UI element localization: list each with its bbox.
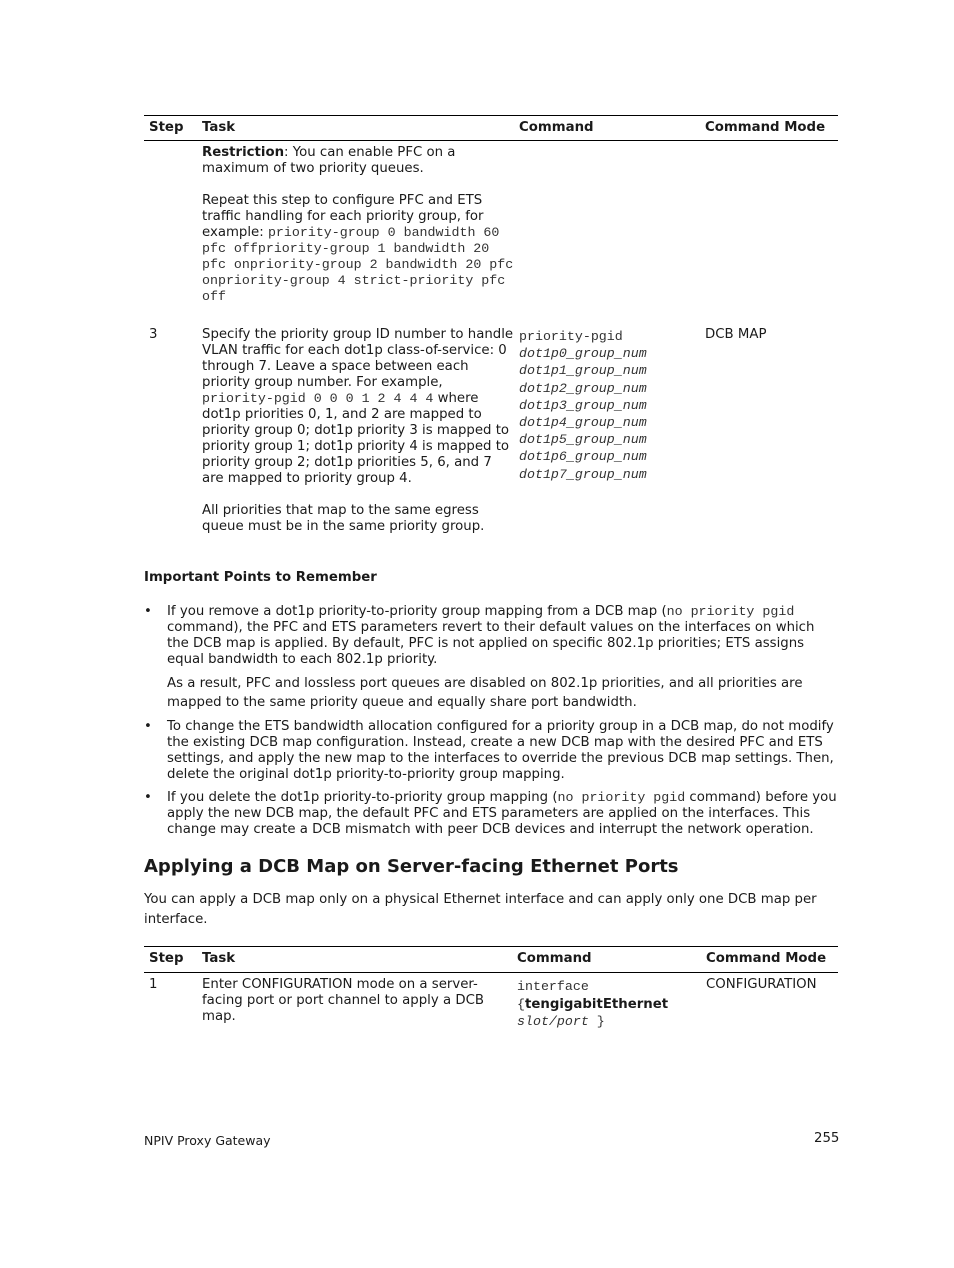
task-cell	[202, 327, 514, 535]
bullet-icon: •	[144, 790, 152, 805]
bullet-text-a: If you delete the dot1p priority-to-priority group mapping (	[167, 790, 558, 805]
command-arg: dot1p1_group_num	[519, 363, 647, 379]
repeat-text: Repeat this step to configure PFC and ETS traffic handling for each priority group, for example:	[202, 193, 484, 240]
bullet-code: no priority pgid	[557, 790, 686, 805]
bullet-code: no priority pgid	[666, 604, 795, 619]
header-command: Command	[519, 120, 594, 135]
list-item	[144, 790, 838, 838]
command-arg: dot1p6_group_num	[519, 449, 647, 465]
important-points-list	[144, 604, 838, 845]
command-arg: slot/port	[517, 1014, 589, 1029]
command-bold: tengigabitEthernet	[524, 996, 669, 1012]
command-keyword: priority-pgid	[519, 329, 623, 344]
command-keyword: interface	[517, 979, 589, 994]
brace-open: {	[517, 996, 525, 1012]
header-step: Step	[149, 120, 184, 135]
step-number: 3	[149, 327, 158, 342]
task-text-b: where dot1p priorities 0, 1, and 2 are mapped to priority group 0; dot1p priority 3 is mapped to priority group 1; dot1p priority 4 is mapped to priority group 2; dot1p priorities 5, 6, and 7 are mapped to priority group 4.	[202, 391, 510, 486]
bullet-icon: •	[144, 604, 152, 619]
command-mode: DCB MAP	[705, 327, 767, 342]
step-number: 1	[149, 977, 158, 992]
bullet-text-b: command), the PFC and ETS parameters revert to their default values on the interfaces on which the DCB map is applied. By default, PFC is not applied on specific 802.1p priorities; ETS assigns equal bandwidth to each 802.1p priority.	[167, 620, 815, 667]
command-arg-line	[517, 1013, 697, 1031]
bullet-text: To change the ETS bandwidth allocation configured for a priority group in a DCB map, do not modify the existing DCB map configuration. Instead, create a new DCB map with the desired PFC and ETS settings, and apply the new map to the interfaces to override the previous DCB map settings. Then, delete the original dot1p priority-to-priority group mapping.	[167, 719, 834, 782]
header-command-mode: Command Mode	[706, 951, 827, 966]
command-arg: dot1p2_group_num	[519, 380, 647, 396]
table-bottom	[144, 946, 838, 1029]
list-item	[144, 719, 838, 783]
restriction-text: : You can enable PFC on a maximum of two priority queues.	[202, 145, 456, 176]
task-description	[202, 327, 514, 487]
task-cell: Enter CONFIGURATION mode on a server-facing port or port channel to apply a DCB map.	[202, 977, 484, 1024]
command-option	[517, 996, 697, 1014]
header-command-mode: Command Mode	[705, 120, 826, 135]
restriction-label: Restriction	[202, 145, 285, 160]
command-arg: dot1p4_group_num	[519, 415, 647, 431]
header-step: Step	[149, 951, 184, 966]
repeat-code-2: priority-group 1 bandwidth 20 pfc on	[202, 241, 490, 272]
section-heading: Applying a DCB Map on Server-facing Ethernet Ports	[144, 856, 679, 877]
header-task: Task	[202, 951, 236, 966]
repeat-code-3: priority-group 2 bandwidth 20 pfc on	[202, 257, 514, 288]
restriction-note	[202, 145, 514, 177]
important-points-heading: Important Points to Remember	[144, 570, 377, 585]
table-header	[144, 946, 838, 973]
task-code: priority-pgid 0 0 0 1 2 4 4 4	[202, 391, 434, 406]
repeat-code-1: priority-group 0 bandwidth 60 pfc off	[202, 225, 500, 256]
page-number: 255	[814, 1131, 840, 1146]
command-arg: dot1p0_group_num	[519, 346, 647, 362]
header-command: Command	[517, 951, 592, 966]
bullet-icon: •	[144, 719, 152, 734]
bullet-text-b: command) before you apply the new DCB map, the default PFC and ETS parameters are applied on the interfaces. This change may create a DCB mismatch with peer DCB devices and interrupt the network operation.	[167, 790, 837, 837]
command-arg: dot1p7_group_num	[519, 466, 647, 482]
command-arg: dot1p3_group_num	[519, 397, 647, 413]
command-cell	[519, 328, 699, 483]
bullet-text	[167, 604, 838, 668]
task-cell	[202, 145, 514, 305]
bullet-text	[167, 790, 838, 838]
task-text-a: Specify the priority group ID number to handle VLAN traffic for each dot1p class-of-service: 0 through 7. Leave a space between each priority group number. For example,	[202, 327, 514, 390]
section-intro: You can apply a DCB map only on a physical Ethernet interface and can apply only one DCB map per interface.	[144, 892, 817, 927]
bullet-continuation: As a result, PFC and lossless port queues are disabled on 802.1p priorities, and all priorities are mapped to the same priority queue and equally share port bandwidth.	[167, 676, 803, 710]
brace-close: }	[588, 1014, 605, 1029]
command-cell	[517, 978, 697, 1031]
header-task: Task	[202, 120, 236, 135]
command-mode: CONFIGURATION	[706, 977, 817, 992]
repeat-code-4: priority-group 4 strict-priority pfc off	[202, 273, 506, 304]
table-top	[144, 115, 838, 534]
repeat-note	[202, 193, 514, 305]
task-note: All priorities that map to the same egress queue must be in the same priority group.	[202, 503, 485, 534]
table-header	[144, 115, 838, 141]
list-item	[144, 604, 838, 712]
bullet-text-a: If you remove a dot1p priority-to-priority group mapping from a DCB map (	[167, 604, 667, 619]
footer-chapter: NPIV Proxy Gateway	[144, 1133, 271, 1148]
command-arg: dot1p5_group_num	[519, 432, 647, 448]
